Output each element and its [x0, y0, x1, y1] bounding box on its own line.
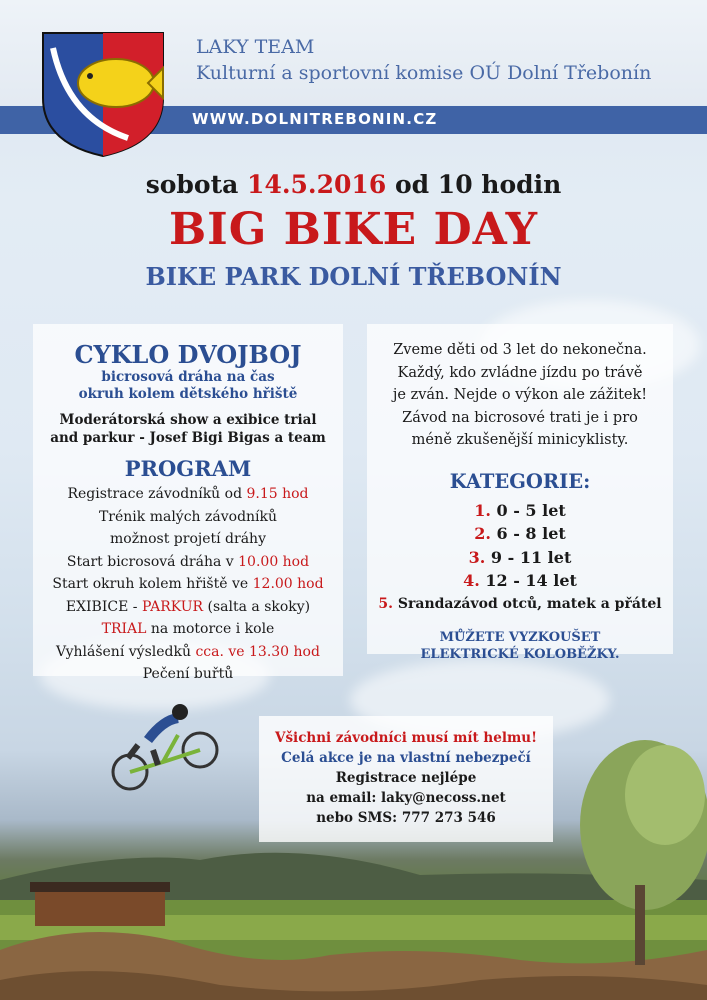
category-label: 6 - 8 let: [490, 524, 566, 543]
category-item: [367, 522, 673, 546]
date-value: 14.5.2016: [247, 170, 387, 199]
bmx-rider-illustration: [108, 700, 228, 792]
intro-line: Zveme děti od 3 let do nekonečna.: [393, 342, 647, 358]
intro-line: Každý, kdo zvládne jízdu po trávě: [397, 364, 643, 381]
scooter-note: [367, 629, 673, 663]
categories-heading: KATEGORIE:: [449, 469, 591, 493]
categories-panel: [367, 324, 673, 662]
program-text: EXIBICE -: [65, 598, 142, 615]
panel-heading: CYKLO DVOJBOJ: [74, 340, 302, 369]
categories-list: [367, 499, 673, 593]
moderator-info: [33, 411, 343, 447]
category-label: 9 - 11 let: [485, 547, 572, 567]
program-highlight: TRIAL: [101, 621, 147, 637]
program-text: Registrace závodníků od: [67, 486, 247, 502]
program-item: [33, 483, 343, 506]
moderator-line: Moderátorská show a exibice trial: [59, 412, 317, 428]
category-item: [367, 569, 673, 593]
program-text: (salta a skoky): [203, 598, 311, 615]
program-time: 10.00 hod: [238, 553, 310, 570]
program-time: cca. ve 13.30 hod: [195, 643, 320, 660]
category-item: [367, 596, 673, 612]
category-number: 4.: [463, 571, 480, 590]
category-number: 3.: [468, 547, 486, 567]
moderator-line: and parkur - Josef Bigi Bigas a team: [50, 430, 326, 446]
intro-text: [367, 339, 673, 452]
helmet-notice: Všichni závodníci musí mít helmu!: [274, 730, 537, 746]
program-item: možnost projetí dráhy: [110, 531, 266, 547]
category-number: 1.: [474, 500, 491, 520]
category-item: [367, 499, 673, 523]
category-label: 12 - 14 let: [479, 571, 577, 590]
program-item: [33, 641, 343, 664]
registration-email[interactable]: na email: laky@necoss.net: [306, 790, 506, 806]
risk-notice: Celá akce je na vlastní nebezpečí: [281, 750, 531, 766]
program-item: [33, 573, 343, 596]
intro-line: méně zkušenější minicyklisty.: [411, 432, 629, 448]
wooden-house-illustration: [30, 878, 170, 928]
program-text: na motorce i kole: [146, 621, 275, 637]
tree-illustration: [575, 735, 707, 965]
municipal-coat-of-arms-icon: [38, 28, 168, 158]
org-name: LAKY TEAM: [196, 36, 315, 58]
scooter-line: ELEKTRICKÉ KOLOBĚŽKY.: [420, 646, 620, 662]
category-label: Srandazávod otců, matek a přátel: [393, 595, 662, 612]
org-subtitle: Kulturní a sportovní komise OÚ Dolní Třebonín: [196, 62, 652, 84]
event-title: BIG BIKE DAY: [168, 204, 539, 255]
intro-line: Závod na bicrosové trati je i pro: [402, 409, 638, 426]
date-suffix: od 10 hodin: [386, 170, 562, 199]
intro-line: je zván. Nejde o výkon ale zážitek!: [392, 387, 648, 403]
program-time: 12.00 hod: [252, 576, 324, 592]
event-place: BIKE PARK DOLNÍ TŘEBONÍN: [145, 262, 562, 291]
category-item: [367, 546, 673, 570]
scooter-line: MŮŽETE VYZKOUŠET: [439, 629, 601, 645]
registration-sms: nebo SMS: 777 273 546: [316, 810, 496, 826]
program-panel: [33, 324, 343, 682]
panel-subline: okruh kolem dětského hřiště: [78, 386, 298, 402]
program-text: Start okruh kolem hřiště ve: [52, 576, 253, 592]
program-highlight: PARKUR: [141, 598, 204, 615]
program-item: [33, 551, 343, 574]
date-prefix: sobota: [145, 170, 248, 199]
program-item: Trénik malých závodníků: [98, 508, 278, 525]
program-item: [33, 618, 343, 641]
program-item: [33, 596, 343, 619]
program-item: Pečení buřtů: [142, 666, 234, 682]
program-text: Start bicrosová dráha v: [66, 553, 239, 570]
category-number: 2.: [474, 524, 491, 543]
program-list: [33, 483, 343, 686]
event-date: [0, 170, 707, 199]
program-text: Vyhlášení výsledků: [56, 643, 196, 660]
registration-box: [259, 716, 553, 842]
website-link[interactable]: WWW.DOLNITREBONIN.CZ: [192, 110, 438, 128]
program-time: 9.15 hod: [246, 486, 309, 502]
category-label: 0 - 5 let: [490, 500, 566, 520]
program-heading: PROGRAM: [124, 456, 252, 481]
registration-label: Registrace nejlépe: [335, 770, 477, 786]
panel-subline: bicrosová dráha na čas: [101, 369, 275, 385]
category-number: 5.: [378, 595, 394, 612]
